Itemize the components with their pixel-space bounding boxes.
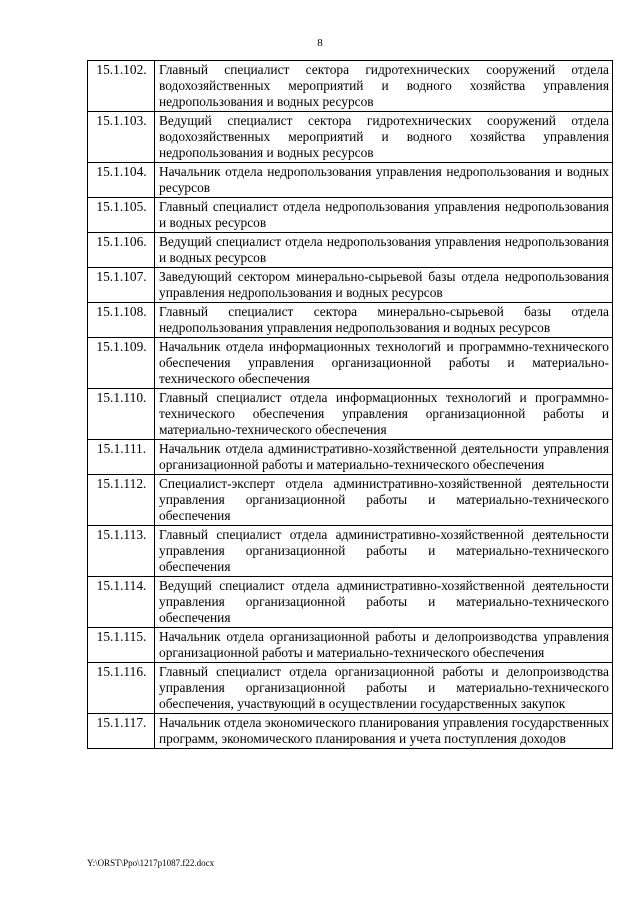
table-row	[88, 714, 613, 749]
position-title: Главный специалист сектора гидротехнических сооружений отдела водохозяйственных мероприятий и водного хозяйства управления недропользования и водных ресурсов	[155, 61, 613, 112]
row-number: 15.1.112.	[88, 475, 155, 526]
row-number: 15.1.113.	[88, 526, 155, 577]
position-title: Ведущий специалист сектора гидротехнических сооружений отдела водохозяйственных мероприятий и водного хозяйства управления недропользования и водных ресурсов	[155, 112, 613, 163]
row-number: 15.1.108.	[88, 303, 155, 338]
table-row	[88, 163, 613, 198]
table-body	[88, 61, 613, 749]
position-title: Заведующий сектором минерально-сырьевой базы отдела недропользования управления недропользования и водных ресурсов	[155, 268, 613, 303]
row-number: 15.1.106.	[88, 233, 155, 268]
position-title: Начальник отдела экономического планирования управления государственных программ, экономического планирования и учета поступления доходов	[155, 714, 613, 749]
page-number: 8	[317, 37, 323, 49]
table-row	[88, 233, 613, 268]
row-number: 15.1.111.	[88, 440, 155, 475]
table-row	[88, 338, 613, 389]
position-title: Главный специалист отдела информационных технологий и программно-технического обеспечения управления организационной работы и материально-технического обеспечения	[155, 389, 613, 440]
row-number: 15.1.116.	[88, 663, 155, 714]
row-number: 15.1.114.	[88, 577, 155, 628]
table-row	[88, 440, 613, 475]
position-title: Начальник отдела информационных технологий и программно-технического обеспечения управления организационной работы и материально-технического обеспечения	[155, 338, 613, 389]
position-title: Главный специалист отдела организационной работы и делопроизводства управления организационной работы и материально-технического обеспечения, участвующий в осуществлении государственных закупок	[155, 663, 613, 714]
position-title: Начальник отдела недропользования управления недропользования и водных ресурсов	[155, 163, 613, 198]
position-title: Начальник отдела организационной работы и делопроизводства управления организационной работы и материально-технического обеспечения	[155, 628, 613, 663]
table-row	[88, 475, 613, 526]
table-row	[88, 526, 613, 577]
row-number: 15.1.103.	[88, 112, 155, 163]
table-row	[88, 112, 613, 163]
row-number: 15.1.105.	[88, 198, 155, 233]
table-row	[88, 577, 613, 628]
position-title: Начальник отдела административно-хозяйственной деятельности управления организационной работы и материально-технического обеспечения	[155, 440, 613, 475]
table-row	[88, 61, 613, 112]
position-title: Специалист-эксперт отдела административно-хозяйственной деятельности управления организационной работы и материально-технического обеспечения	[155, 475, 613, 526]
table-row	[88, 198, 613, 233]
position-title: Главный специалист сектора минерально-сырьевой базы отдела недропользования управления недропользования и водных ресурсов	[155, 303, 613, 338]
position-title: Главный специалист отдела административно-хозяйственной деятельности управления организационной работы и материально-технического обеспечения	[155, 526, 613, 577]
position-title: Ведущий специалист отдела административно-хозяйственной деятельности управления организационной работы и материально-технического обеспечения	[155, 577, 613, 628]
row-number: 15.1.110.	[88, 389, 155, 440]
row-number: 15.1.117.	[88, 714, 155, 749]
position-title: Главный специалист отдела недропользования управления недропользования и водных ресурсов	[155, 198, 613, 233]
table-row	[88, 628, 613, 663]
table-row	[88, 389, 613, 440]
row-number: 15.1.104.	[88, 163, 155, 198]
row-number: 15.1.107.	[88, 268, 155, 303]
row-number: 15.1.102.	[88, 61, 155, 112]
table-row	[88, 303, 613, 338]
position-title: Ведущий специалист отдела недропользования управления недропользования и водных ресурсов	[155, 233, 613, 268]
row-number: 15.1.109.	[88, 338, 155, 389]
table-row	[88, 663, 613, 714]
table-row	[88, 268, 613, 303]
positions-table	[87, 60, 613, 749]
document-file-path: Y:\ORST\Ppo\1217p1087.f22.docx	[87, 858, 215, 868]
row-number: 15.1.115.	[88, 628, 155, 663]
